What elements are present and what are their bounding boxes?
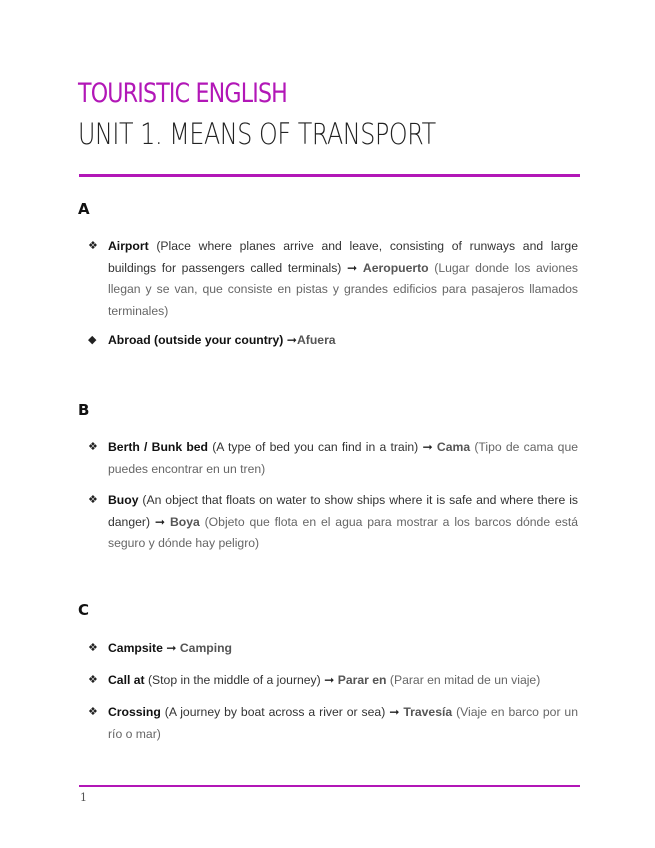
arrow-icon: ➞ (389, 705, 400, 719)
translation-description: (Viaje en barco por un río o mar) (108, 705, 578, 741)
arrow-icon: ➞ (166, 641, 177, 655)
term: Campsite (108, 641, 167, 655)
bullet-icon: ❖ (88, 642, 98, 654)
arrow-icon: ➞ (154, 514, 166, 529)
translation: Cama (436, 440, 471, 454)
translation-description: (Tipo de cama que puedes encontrar en un tren) (108, 440, 579, 476)
bullet-icon: ❖ (88, 706, 98, 718)
arrow-icon: ➞ (324, 673, 335, 687)
term: Buoy (108, 493, 139, 507)
section-letter-b: B (78, 401, 90, 419)
glossary-item (88, 236, 578, 322)
translation: Aeropuerto (362, 260, 429, 275)
term: Berth / Bunk bed (108, 440, 209, 454)
arrow-icon: ➞ (286, 333, 297, 347)
bullet-icon: ❖ (88, 441, 98, 453)
glossary-item (88, 670, 578, 692)
unit-heading: UNIT 1. MEANS OF TRANSPORT (78, 117, 436, 151)
term: Airport (108, 239, 149, 253)
glossary-item (88, 437, 578, 480)
definition: (Place where planes arrive and leave, consisting of runways and large buildings for passengers called terminals) (108, 239, 578, 275)
definition: (An object that floats on water to show ships where it is safe and where there is danger) (108, 493, 578, 529)
translation: Boya (169, 514, 200, 529)
section-letter-a: A (78, 200, 90, 218)
page-number: 1 (80, 791, 87, 804)
term: Crossing (108, 705, 161, 719)
header-divider (79, 174, 580, 177)
bullet-icon: ❖ (88, 240, 98, 252)
translation: Parar en (337, 673, 387, 687)
definition: (A type of bed you can find in a train) (208, 440, 423, 454)
translation: Camping (179, 641, 232, 655)
translation: Afuera (296, 333, 336, 347)
arrow-icon: ➞ (422, 440, 433, 454)
term: Call at (108, 673, 145, 687)
glossary-item (88, 702, 578, 745)
glossary-item (88, 330, 578, 352)
translation-description: (Lugar donde los aviones llegan y se van, que consiste en pistas y grandes edificios para pasajeros llamados terminales) (108, 260, 578, 318)
footer-divider (79, 785, 580, 787)
glossary-item (88, 490, 578, 555)
diamond-bullet-icon: ◆ (88, 334, 97, 346)
glossary-item (88, 638, 578, 660)
translation-description: (Parar en mitad de un viaje) (386, 673, 541, 687)
arrow-icon: ➞ (347, 260, 358, 275)
section-letter-c: C (78, 601, 90, 619)
bullet-icon: ❖ (88, 674, 98, 686)
document-title: TOURISTIC ENGLISH (78, 78, 288, 109)
translation-description: (Objeto que flota en el agua para mostrar a los barcos dónde está seguro y dónde hay peligro) (108, 514, 578, 550)
definition: (Stop in the middle of a journey) (144, 673, 325, 687)
translation: Travesía (403, 705, 453, 719)
definition: (A journey by boat across a river or sea) (160, 705, 390, 719)
term: Abroad (outside your country) (108, 333, 287, 347)
bullet-icon: ❖ (88, 494, 98, 506)
